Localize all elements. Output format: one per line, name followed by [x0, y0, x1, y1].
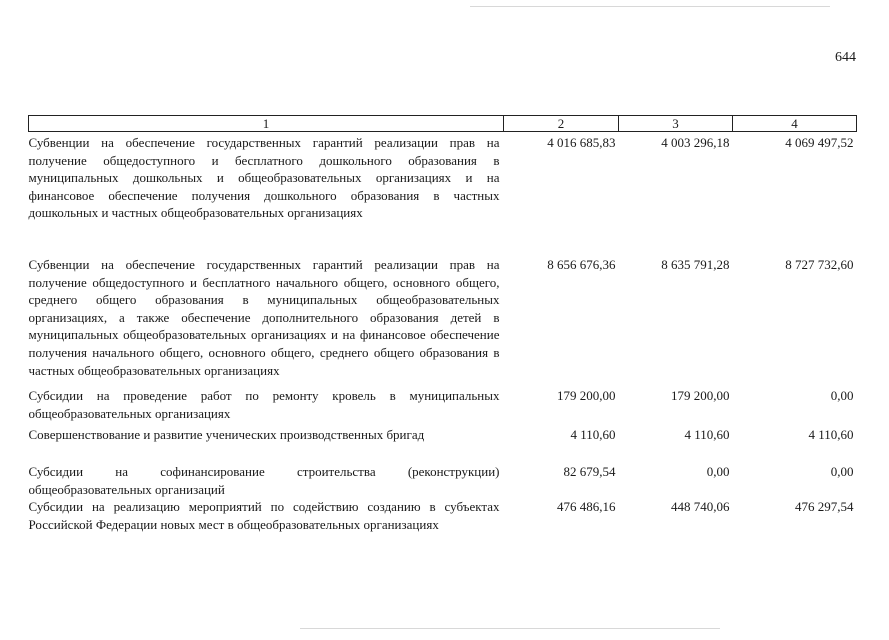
row-description: Субвенции на обеспечение государственных гарантий реализации прав на получение общедоступного и бесплатного дошкольного образования в муниципальных дошкольных и общеобразовательных организациях и на финансовое обеспечение получения дошкольного образования в частных дошкольных и частных общеобразовательных организациях	[28, 135, 500, 221]
scan-artifact-top	[470, 6, 830, 7]
column-header-2: 2	[504, 116, 619, 132]
row-description: Субсидии на софинансирование строительства (реконструкции) общеобразовательных организаций	[28, 463, 500, 497]
row-value-col4: 8 727 732,60	[785, 256, 854, 272]
budget-table	[28, 115, 857, 533]
row-value-col3: 8 635 791,28	[661, 256, 730, 272]
table-row	[29, 387, 857, 426]
row-value-col2: 8 656 676,36	[547, 256, 616, 272]
row-value-col2: 476 486,16	[557, 499, 616, 515]
row-description: Субвенции на обеспечение государственных гарантий реализации прав на получение общедоступного и бесплатного начального общего, основного общего, среднего общего образования в муниципальных общеобразовательных организациях, а также обеспечение дополнительного образования детей в муниципальных общеобразовательных организациях и на финансовое обеспечение получения начального общего, основного общего, среднего общего образования в частных общеобразовательных организациях	[28, 256, 500, 378]
row-value-col3: 179 200,00	[671, 388, 730, 404]
table-header-row	[29, 116, 857, 132]
row-value-col4: 476 297,54	[795, 499, 854, 515]
table-row	[29, 463, 857, 498]
row-value-col4: 4 069 497,52	[785, 135, 854, 150]
row-value-col3: 0,00	[706, 463, 730, 479]
column-header-3: 3	[619, 116, 733, 132]
row-description: Субсидии на реализацию мероприятий по содействию созданию в субъектах Российской Федерации новых мест в общеобразовательных организациях	[28, 499, 500, 532]
row-value-col2: 4 110,60	[570, 427, 616, 443]
row-description: Субсидии на проведение работ по ремонту кровель в муниципальных общеобразовательных организациях	[28, 388, 500, 421]
table-row	[29, 426, 857, 463]
row-value-col4: 4 110,60	[808, 427, 854, 443]
page-number: 644	[835, 50, 856, 65]
column-header-1: 1	[29, 116, 504, 132]
table-row	[29, 132, 857, 256]
column-header-4: 4	[733, 116, 857, 132]
row-value-col2: 82 679,54	[563, 463, 616, 479]
table-row	[29, 498, 857, 533]
row-description: Совершенствование и развитие ученических производственных бригад	[28, 427, 425, 443]
row-value-col4: 0,00	[830, 388, 854, 404]
row-value-col3: 448 740,06	[671, 499, 730, 515]
scan-artifact-bottom	[300, 628, 720, 629]
row-value-col2: 179 200,00	[557, 388, 616, 404]
row-value-col2: 4 016 685,83	[547, 135, 616, 150]
row-value-col4: 0,00	[830, 463, 854, 479]
row-value-col3: 4 110,60	[684, 427, 730, 443]
table-row	[29, 256, 857, 387]
row-value-col3: 4 003 296,18	[661, 135, 730, 150]
